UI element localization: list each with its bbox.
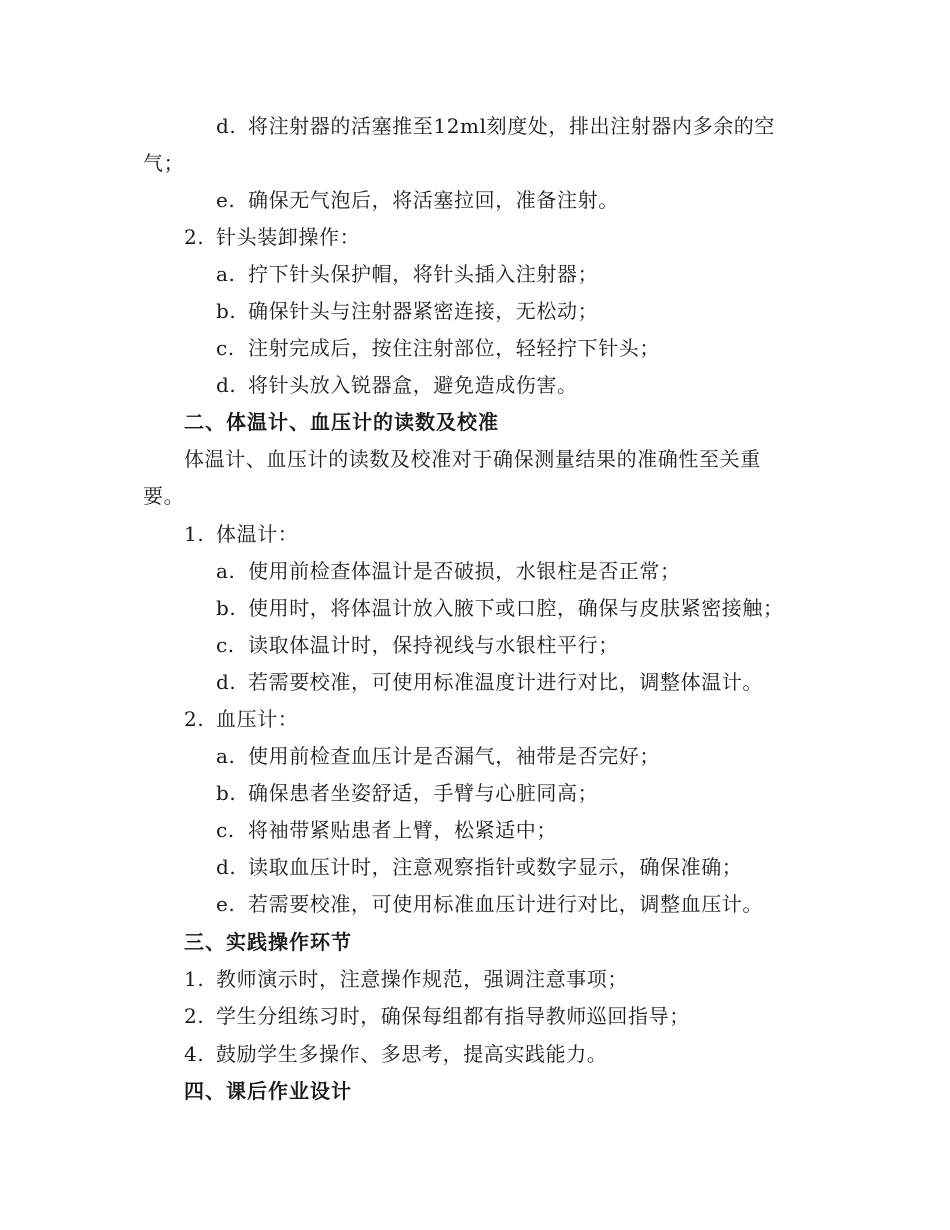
list-marker: a. xyxy=(216,744,236,768)
list-marker: 2. xyxy=(184,1004,205,1028)
numbered-item-text: 学生分组练习时，确保每组都有指导教师巡回指导； xyxy=(216,1004,690,1028)
list-marker: d. xyxy=(216,855,237,879)
list-marker: c. xyxy=(216,818,235,842)
list-item-text: 将针头放入锐器盒，避免造成伤害。 xyxy=(248,373,578,397)
paragraph-continuation xyxy=(143,482,184,510)
list-marker: b. xyxy=(216,781,237,805)
list-marker: b. xyxy=(216,299,237,323)
list-item xyxy=(216,816,557,844)
list-item-text: 确保无气泡后，将活塞拉回，准备注射。 xyxy=(248,188,619,212)
list-item-text: 注射完成后，按住注射部位，轻轻拧下针头； xyxy=(248,336,660,360)
continuation-text: 要。 xyxy=(143,484,185,508)
numbered-item-text: 针头装卸操作： xyxy=(216,225,361,249)
list-item-text: 确保患者坐姿舒适，手臂与心脏同高； xyxy=(248,781,599,805)
list-item xyxy=(216,186,619,214)
list-item-text: 使用前检查体温计是否破损，水银柱是否正常； xyxy=(248,559,681,583)
list-marker: c. xyxy=(216,336,235,360)
list-item-text: 将袖带紧贴患者上臂，松紧适中； xyxy=(248,818,557,842)
numbered-item-text: 血压计： xyxy=(216,707,299,731)
paragraph xyxy=(184,445,761,473)
list-item-text: 拧下针头保护帽，将针头插入注射器； xyxy=(248,262,599,286)
numbered-item xyxy=(184,705,298,733)
numbered-item-text: 鼓励学生多操作、多思考，提高实践能力。 xyxy=(216,1042,608,1066)
list-marker: a. xyxy=(216,262,236,286)
numbered-item xyxy=(184,1040,607,1068)
list-marker: d. xyxy=(216,373,237,397)
continuation-text: 气； xyxy=(143,151,185,175)
list-item xyxy=(216,631,619,659)
list-item xyxy=(216,668,763,696)
list-item-text: 若需要校准，可使用标准温度计进行对比，调整体温计。 xyxy=(248,670,763,694)
list-item-text: 确保针头与注射器紧密连接，无松动； xyxy=(248,299,599,323)
list-item xyxy=(216,594,784,622)
list-item-text: 若需要校准，可使用标准血压计进行对比，调整血压计。 xyxy=(248,892,763,916)
numbered-item xyxy=(184,1002,690,1030)
list-item xyxy=(216,334,660,362)
list-marker: 2. xyxy=(184,707,205,731)
list-item xyxy=(216,779,598,807)
list-marker: e. xyxy=(216,892,236,916)
numbered-item xyxy=(184,520,298,548)
list-item xyxy=(216,853,742,881)
list-marker: d. xyxy=(216,114,237,138)
list-item-text: 读取血压计时，注意观察指针或数字显示，确保准确； xyxy=(248,855,743,879)
list-marker: c. xyxy=(216,633,235,657)
list-marker: e. xyxy=(216,188,236,212)
list-marker: a. xyxy=(216,559,236,583)
list-item xyxy=(216,371,578,399)
list-marker: d. xyxy=(216,670,237,694)
list-item xyxy=(216,260,598,288)
list-marker: b. xyxy=(216,596,237,620)
list-item xyxy=(216,297,598,325)
list-item xyxy=(216,890,763,918)
list-marker: 2. xyxy=(184,225,205,249)
section-heading: 二、体温计、血压计的读数及校准 xyxy=(184,410,499,434)
list-item-text: 读取体温计时，保持视线与水银柱平行； xyxy=(248,633,619,657)
section-heading: 三、实践操作环节 xyxy=(184,930,352,954)
list-item-text: 使用时，将体温计放入腋下或口腔，确保与皮肤紧密接触； xyxy=(248,596,784,620)
numbered-item-text: 教师演示时，注意操作规范，强调注意事项； xyxy=(216,967,628,991)
paragraph-continuation xyxy=(143,149,184,177)
list-marker: 4. xyxy=(184,1042,205,1066)
list-item xyxy=(216,742,660,770)
numbered-item xyxy=(184,223,360,251)
list-marker: 1. xyxy=(184,522,205,546)
list-marker: 1. xyxy=(184,967,205,991)
list-item xyxy=(216,557,681,585)
paragraph-text: 体温计、血压计的读数及校准对于确保测量结果的准确性至关重 xyxy=(184,447,761,471)
list-item-text: 使用前检查血压计是否漏气，袖带是否完好； xyxy=(248,744,660,768)
numbered-item xyxy=(184,965,628,993)
list-item-text: 将注射器的活塞推至12ml刻度处，排出注射器内多余的空 xyxy=(248,114,776,138)
numbered-item-text: 体温计： xyxy=(216,522,299,546)
list-item xyxy=(216,112,775,140)
section-heading: 四、课后作业设计 xyxy=(184,1079,352,1103)
